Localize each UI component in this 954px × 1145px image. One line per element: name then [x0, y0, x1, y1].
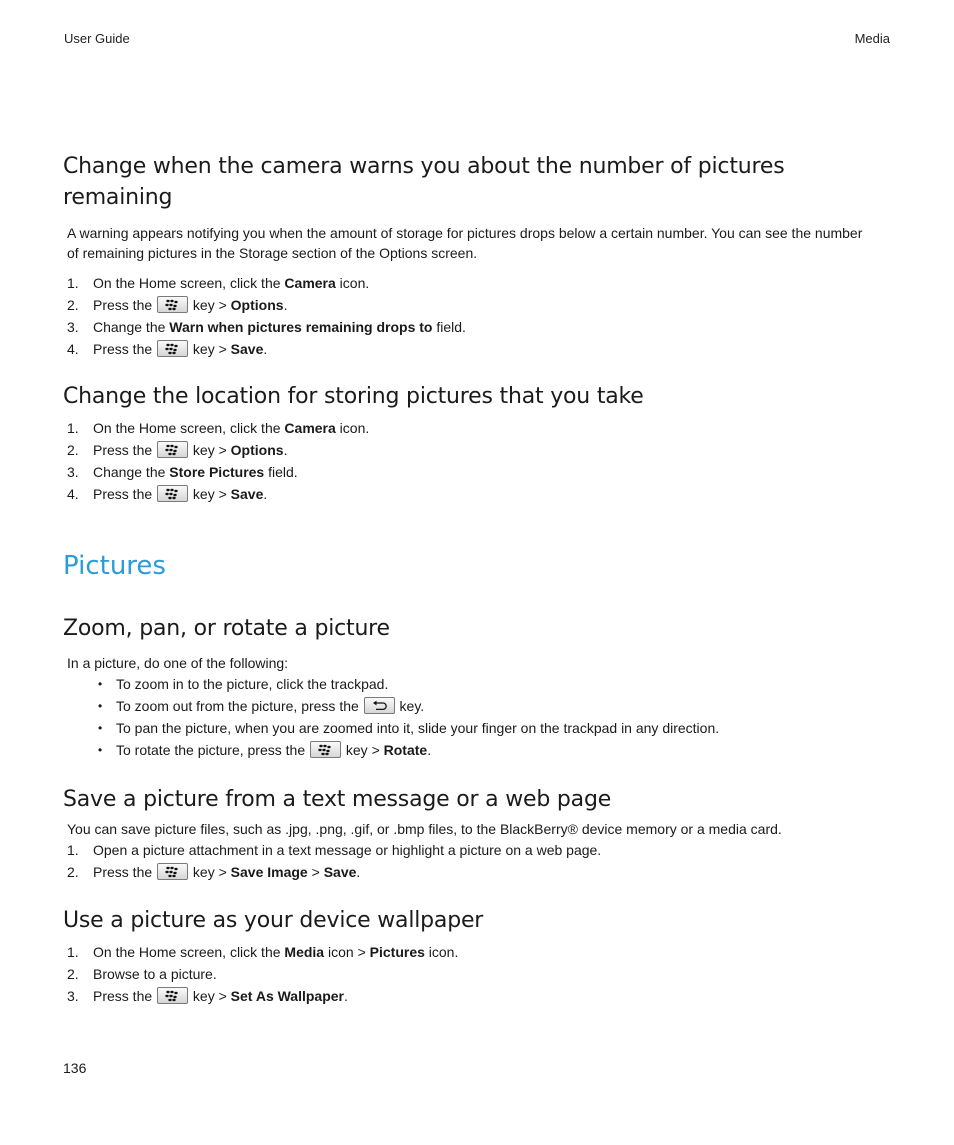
bullet-marker: • — [98, 699, 103, 713]
step-number: 3. — [67, 319, 79, 335]
text-run: . — [283, 442, 288, 458]
text-run: key > — [342, 742, 384, 758]
text-run: Press the — [93, 864, 157, 880]
text-run: To pan the picture, when you are zoomed into it, slide your finger on the trackpad in any direction. — [116, 720, 720, 736]
menu-key-icon — [157, 987, 188, 1004]
text-run: icon. — [335, 275, 370, 291]
ui-term: Camera — [284, 275, 336, 291]
escape-key-icon — [364, 697, 395, 714]
menu-key-icon — [157, 296, 188, 313]
item-text — [93, 439, 287, 461]
item-text — [93, 461, 298, 483]
text-run: key > — [189, 297, 231, 313]
bullet-marker: • — [98, 743, 103, 757]
item-text — [93, 963, 217, 985]
section-intro-save-picture: You can save picture files, such as .jpg, .png, .gif, or .bmp files, to the BlackBerry® device memory or a media card. — [67, 821, 782, 837]
menu-key-icon — [157, 485, 188, 502]
item-text — [116, 673, 388, 695]
bullet-marker: • — [98, 721, 103, 735]
item-text — [93, 839, 601, 861]
text-run: field. — [264, 464, 298, 480]
text-run: . — [427, 742, 432, 758]
ui-term: Pictures — [369, 944, 425, 960]
step-number: 3. — [67, 988, 79, 1004]
text-run: . — [356, 864, 361, 880]
ui-term: Set As Wallpaper — [230, 988, 344, 1004]
ui-term: Options — [230, 442, 284, 458]
text-run: key > — [189, 442, 231, 458]
step-number: 2. — [67, 864, 79, 880]
text-run: key > — [189, 988, 231, 1004]
text-run: To zoom in to the picture, click the trackpad. — [116, 676, 389, 692]
item-text — [93, 272, 369, 294]
text-run: On the Home screen, click the — [93, 275, 285, 291]
running-header-title: User Guide — [64, 31, 130, 46]
item-text — [116, 739, 431, 761]
text-run: On the Home screen, click the — [93, 944, 285, 960]
ui-term: Save — [230, 486, 264, 502]
step-number: 1. — [67, 944, 79, 960]
text-run: Press the — [93, 341, 157, 357]
step-number: 2. — [67, 297, 79, 313]
text-run: icon. — [335, 420, 370, 436]
item-text — [93, 338, 267, 360]
ui-term: Options — [230, 297, 284, 313]
step-number: 4. — [67, 486, 79, 502]
ui-term: Save — [323, 864, 357, 880]
text-run: > — [307, 864, 324, 880]
bullet-marker: • — [98, 677, 103, 691]
menu-key-icon — [157, 863, 188, 880]
section-heading-wallpaper: Use a picture as your device wallpaper — [63, 908, 484, 933]
menu-key-icon — [157, 441, 188, 458]
step-number: 1. — [67, 420, 79, 436]
item-text — [93, 483, 267, 505]
item-text — [93, 861, 360, 883]
text-run: . — [263, 486, 268, 502]
ui-term: Rotate — [383, 742, 428, 758]
text-run: key. — [395, 698, 425, 714]
item-text — [116, 717, 719, 739]
text-run: Press the — [93, 297, 157, 313]
text-run: Press the — [93, 486, 157, 502]
text-run: icon. — [424, 944, 459, 960]
item-text — [93, 316, 466, 338]
text-run: Open a picture attachment in a text message or highlight a picture on a web page. — [93, 842, 602, 858]
item-text — [93, 417, 369, 439]
text-run: Browse to a picture. — [93, 966, 217, 982]
section-heading-storage-location: Change the location for storing pictures that you take — [63, 384, 644, 409]
item-text — [93, 985, 348, 1007]
item-text — [116, 695, 424, 717]
step-number: 3. — [67, 464, 79, 480]
step-number: 1. — [67, 275, 79, 291]
section-heading-camera-warning: Change when the camera warns you about the number of pictures remaining — [63, 154, 785, 210]
ui-term: Media — [284, 944, 325, 960]
text-run: To zoom out from the picture, press the — [116, 698, 363, 714]
ui-term: Store Pictures — [169, 464, 265, 480]
text-run: Press the — [93, 988, 157, 1004]
step-number: 2. — [67, 966, 79, 982]
step-number: 4. — [67, 341, 79, 357]
menu-key-icon — [157, 340, 188, 357]
ui-term: Camera — [284, 420, 336, 436]
section-heading-zoom-pan-rotate: Zoom, pan, or rotate a picture — [63, 616, 390, 641]
section-intro-camera-warning: A warning appears notifying you when the amount of storage for pictures drops below a certain number. You can see the number of remaining pictures in the Storage section of the Options screen. — [67, 225, 863, 261]
step-number: 1. — [67, 842, 79, 858]
ui-term: Save Image — [230, 864, 308, 880]
text-run: . — [344, 988, 348, 1004]
page-number: 136 — [63, 1060, 87, 1076]
step-number: 2. — [67, 442, 79, 458]
text-run: key > — [189, 341, 231, 357]
text-run: Change the — [93, 319, 170, 335]
text-run: . — [263, 341, 268, 357]
text-run: Change the — [93, 464, 170, 480]
text-run: key > — [189, 864, 231, 880]
menu-key-icon — [310, 741, 341, 758]
text-run: To rotate the picture, press the — [116, 742, 309, 758]
section-intro-zoom-pan-rotate: In a picture, do one of the following: — [67, 655, 289, 671]
item-text — [93, 294, 287, 316]
running-header-section: Media — [854, 31, 890, 46]
item-text — [93, 941, 458, 963]
text-run: field. — [432, 319, 466, 335]
text-run: Press the — [93, 442, 157, 458]
text-run: On the Home screen, click the — [93, 420, 285, 436]
text-run: . — [283, 297, 288, 313]
text-run: key > — [189, 486, 231, 502]
chapter-heading-pictures: Pictures — [63, 551, 166, 581]
ui-term: Save — [230, 341, 264, 357]
ui-term: Warn when pictures remaining drops to — [169, 319, 433, 335]
text-run: icon > — [324, 944, 370, 960]
section-heading-save-picture: Save a picture from a text message or a web page — [63, 787, 612, 812]
